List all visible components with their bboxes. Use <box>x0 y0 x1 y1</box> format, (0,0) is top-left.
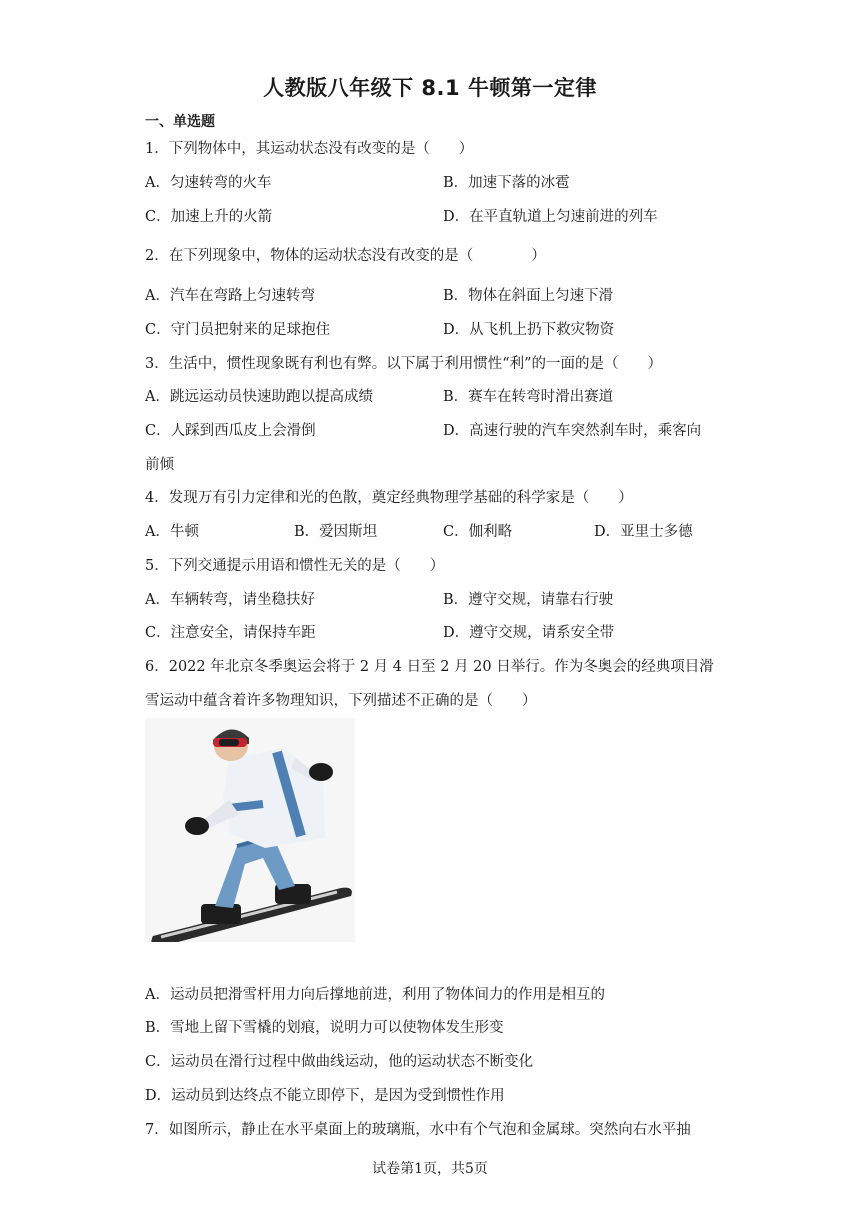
question-6-option-b[interactable]: B．雪地上留下雪橇的划痕，说明力可以使物体发生形变 <box>145 1020 504 1036</box>
page-footer: 试卷第1页，共5页 <box>372 1161 488 1177</box>
question-3-option-c[interactable]: C．人踩到西瓜皮上会滑倒 <box>145 423 316 439</box>
page-title: 人教版八年级下 8.1 牛顿第一定律 <box>263 76 597 100</box>
question-4-option-b[interactable]: B．爱因斯坦 <box>294 524 378 540</box>
question-4-option-d[interactable]: D．亚里士多德 <box>594 524 693 540</box>
question-3-option-d-continued: 前倾 <box>145 457 174 473</box>
question-6-stem: 6．2022 年北京冬季奥运会将于 2 月 4 日至 2 月 20 日举行。作为冬奥会的经典项目滑 <box>145 659 714 675</box>
question-3-stem: 3．生活中，惯性现象既有利也有弊。以下属于利用惯性“利”的一面的是（ ） <box>145 356 663 372</box>
section-heading: 一、单选题 <box>145 114 215 130</box>
question-6-option-d[interactable]: D．运动员到达终点不能立即停下，是因为受到惯性作用 <box>145 1088 505 1104</box>
question-2-stem: 2．在下列现象中，物体的运动状态没有改变的是（ ） <box>145 248 546 264</box>
question-1-option-a[interactable]: A．匀速转弯的火车 <box>145 175 272 191</box>
question-1-option-c[interactable]: C．加速上升的火箭 <box>145 209 273 225</box>
question-5-option-a[interactable]: A．车辆转弯，请坐稳扶好 <box>145 592 315 608</box>
question-2-option-c[interactable]: C．守门员把射来的足球抱住 <box>145 322 331 338</box>
question-7-stem: 7．如图所示，静止在水平桌面上的玻璃瓶，水中有个气泡和金属球。突然向右水平抽 <box>145 1122 691 1138</box>
question-1-option-b[interactable]: B．加速下落的冰雹 <box>443 175 570 191</box>
question-1-option-d[interactable]: D．在平直轨道上匀速前进的列车 <box>443 209 658 225</box>
snowboarder-image <box>145 718 355 942</box>
question-4-option-c[interactable]: C．伽利略 <box>443 524 513 540</box>
question-2-option-a[interactable]: A．汽车在弯路上匀速转弯 <box>145 288 315 304</box>
question-6-option-c[interactable]: C．运动员在滑行过程中做曲线运动，他的运动状态不断变化 <box>145 1054 534 1070</box>
question-4-stem: 4．发现万有引力定律和光的色散，奠定经典物理学基础的科学家是（ ） <box>145 490 633 506</box>
question-5-option-d[interactable]: D．遵守交规，请系安全带 <box>443 625 615 641</box>
question-3-option-a[interactable]: A．跳远运动员快速助跑以提高成绩 <box>145 389 373 405</box>
question-6-option-a[interactable]: A．运动员把滑雪杆用力向后撑地前进，利用了物体间力的作用是相互的 <box>145 987 605 1003</box>
question-5-stem: 5．下列交通提示用语和惯性无关的是（ ） <box>145 558 445 574</box>
question-3-option-d[interactable]: D．高速行驶的汽车突然刹车时，乘客向 <box>443 423 702 439</box>
question-3-option-b[interactable]: B．赛车在转弯时滑出赛道 <box>443 389 614 405</box>
question-4-option-a[interactable]: A．牛顿 <box>145 524 199 540</box>
question-2-option-b[interactable]: B．物体在斜面上匀速下滑 <box>443 288 614 304</box>
question-6-stem-continued: 雪运动中蕴含着许多物理知识，下列描述不正确的是（ ） <box>145 693 537 709</box>
question-5-option-c[interactable]: C．注意安全，请保持车距 <box>145 625 316 641</box>
question-5-option-b[interactable]: B．遵守交规，请靠右行驶 <box>443 592 614 608</box>
question-1-stem: 1．下列物体中，其运动状态没有改变的是（ ） <box>145 141 474 157</box>
question-2-option-d[interactable]: D．从飞机上扔下救灾物资 <box>443 322 615 338</box>
